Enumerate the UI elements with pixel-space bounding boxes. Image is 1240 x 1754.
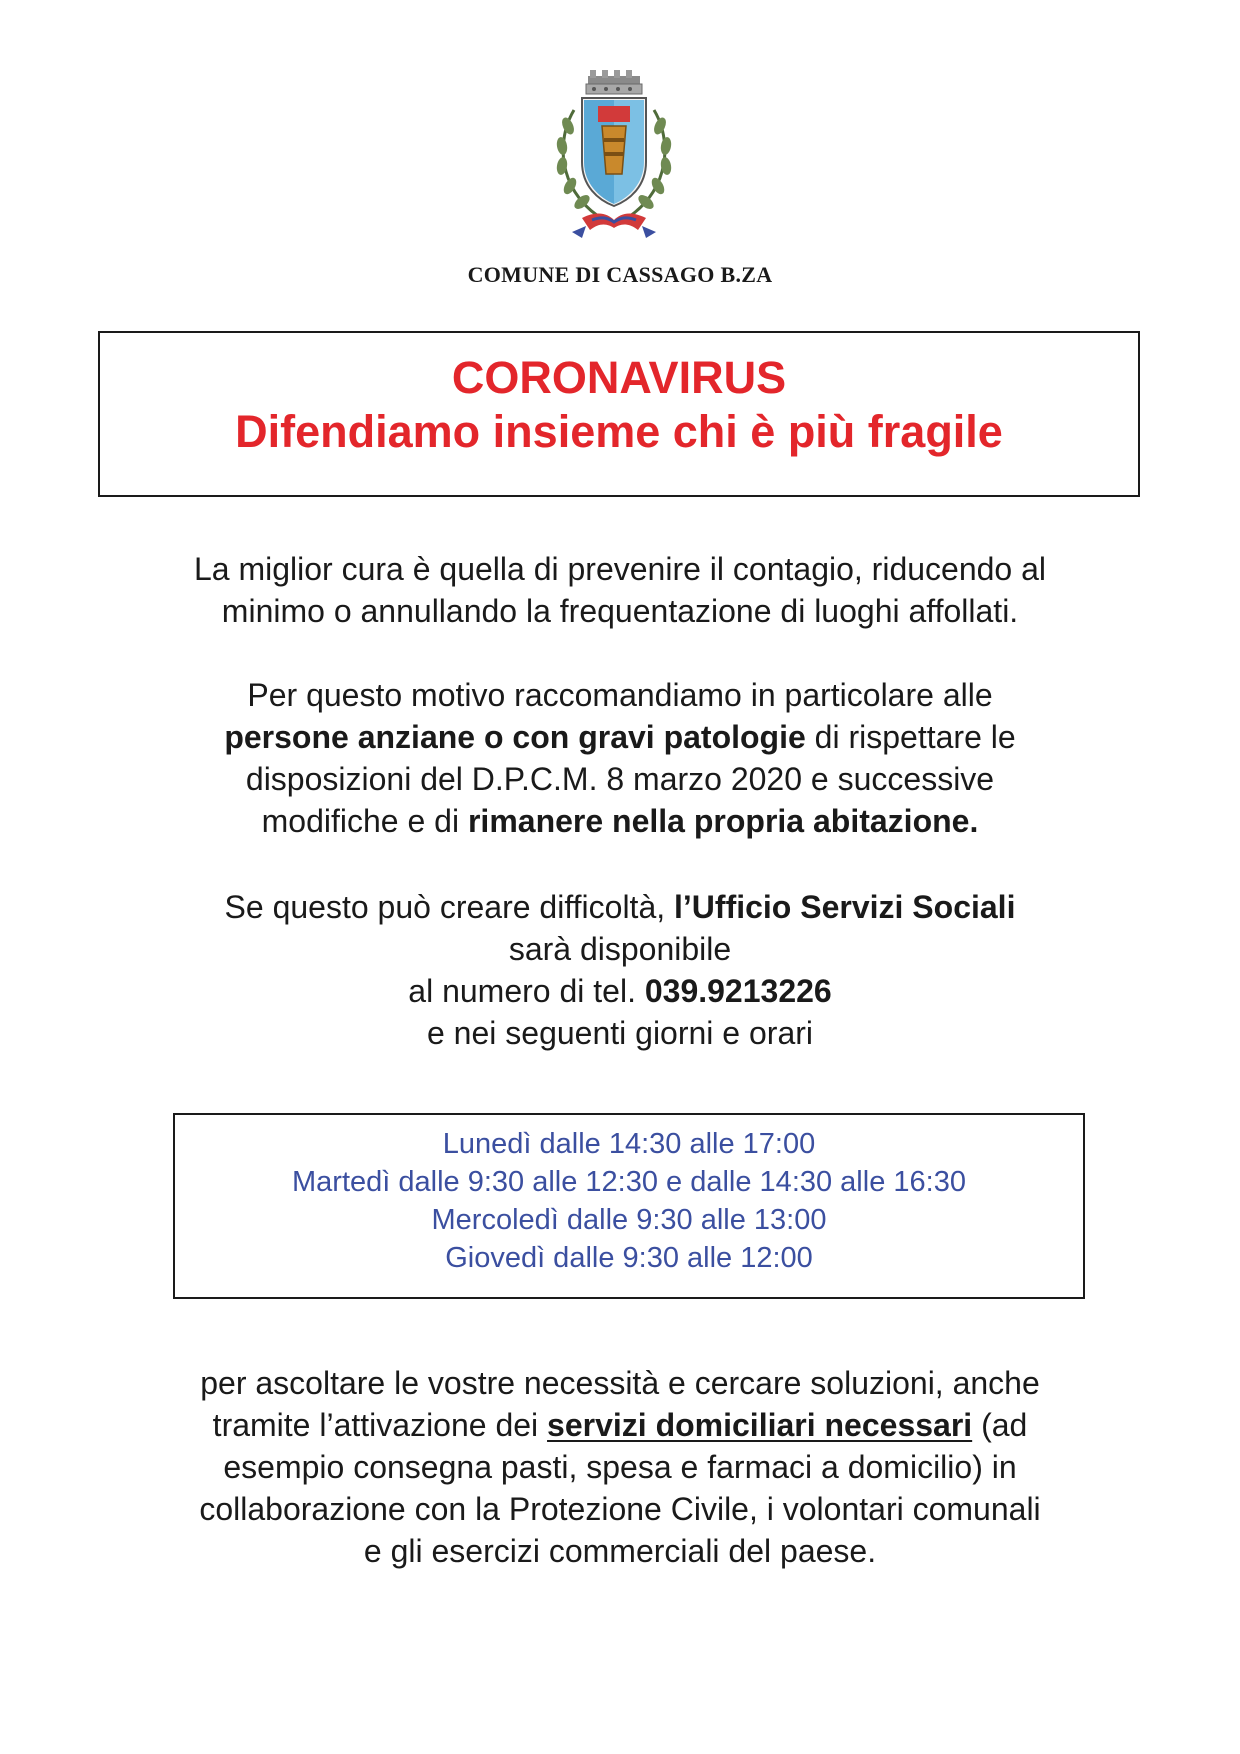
contact-line-1 bbox=[100, 886, 1140, 928]
recommendation-line-4-start: modifiche e di bbox=[261, 803, 468, 839]
recommendation-line-2 bbox=[100, 716, 1140, 758]
contact-line-2: sarà disponibile bbox=[508, 931, 732, 967]
recommendation-line-4 bbox=[100, 800, 1140, 842]
closing-line-2-rest: (ad bbox=[972, 1407, 1028, 1443]
home-services-highlight: servizi domiciliari necessari bbox=[547, 1407, 973, 1443]
intro-line-1: La miglior cura è quella di prevenire il contagio, riducendo al bbox=[193, 551, 1047, 587]
closing-line-2-start: tramite l’attivazione dei bbox=[212, 1407, 548, 1443]
closing-line-1: per ascoltare le vostre necessità e cercare soluzioni, anche bbox=[200, 1365, 1040, 1401]
social-services-office: l’Ufficio Servizi Sociali bbox=[674, 889, 1016, 925]
contact-line-4: e nei seguenti giorni e orari bbox=[426, 1015, 813, 1051]
hours-tuesday: Martedì dalle 9:30 alle 12:30 e dalle 14:30 alle 16:30 bbox=[292, 1166, 966, 1198]
page-title: CORONAVIRUS bbox=[451, 352, 787, 403]
stay-home-instruction: rimanere nella propria abitazione. bbox=[467, 803, 979, 839]
recommendation-line-1: Per questo motivo raccomandiamo in particolare alle bbox=[247, 677, 993, 713]
contact-paragraph bbox=[100, 886, 1140, 1054]
intro-paragraph bbox=[100, 548, 1140, 632]
hours-wednesday: Mercoledì dalle 9:30 alle 13:00 bbox=[431, 1204, 827, 1236]
phone-number: 039.9213226 bbox=[644, 973, 832, 1009]
page-subtitle: Difendiamo insieme chi è più fragile bbox=[235, 406, 1003, 457]
hours-thursday: Giovedì dalle 9:30 alle 12:00 bbox=[445, 1242, 813, 1274]
closing-line-3: esempio consegna pasti, spesa e farmaci a domicilio) in bbox=[223, 1449, 1017, 1485]
hours-monday: Lunedì dalle 14:30 alle 17:00 bbox=[442, 1128, 816, 1160]
municipal-coat-of-arms-icon bbox=[552, 70, 676, 240]
closing-paragraph bbox=[100, 1362, 1140, 1572]
closing-line-4: collaborazione con la Protezione Civile, i volontari comunali bbox=[199, 1491, 1041, 1527]
closing-line-5: e gli esercizi commerciali del paese. bbox=[363, 1533, 877, 1569]
recommendation-line-3: disposizioni del D.P.C.M. 8 marzo 2020 e successive bbox=[245, 761, 995, 797]
title-box bbox=[98, 331, 1140, 497]
intro-line-2: minimo o annullando la frequentazione di luoghi affollati. bbox=[221, 593, 1019, 629]
contact-line-3 bbox=[100, 970, 1140, 1012]
recommendation-paragraph bbox=[100, 674, 1140, 842]
at-risk-groups: persone anziane o con gravi patologie bbox=[224, 719, 806, 755]
contact-line-3-start: al numero di tel. bbox=[408, 973, 645, 1009]
municipality-name: COMUNE DI CASSAGO B.ZA bbox=[467, 262, 773, 287]
recommendation-line-2-rest: di rispettare le bbox=[805, 719, 1016, 755]
opening-hours-box bbox=[173, 1113, 1085, 1299]
contact-line-1-start: Se questo può creare difficoltà, bbox=[224, 889, 675, 925]
closing-line-2 bbox=[100, 1404, 1140, 1446]
